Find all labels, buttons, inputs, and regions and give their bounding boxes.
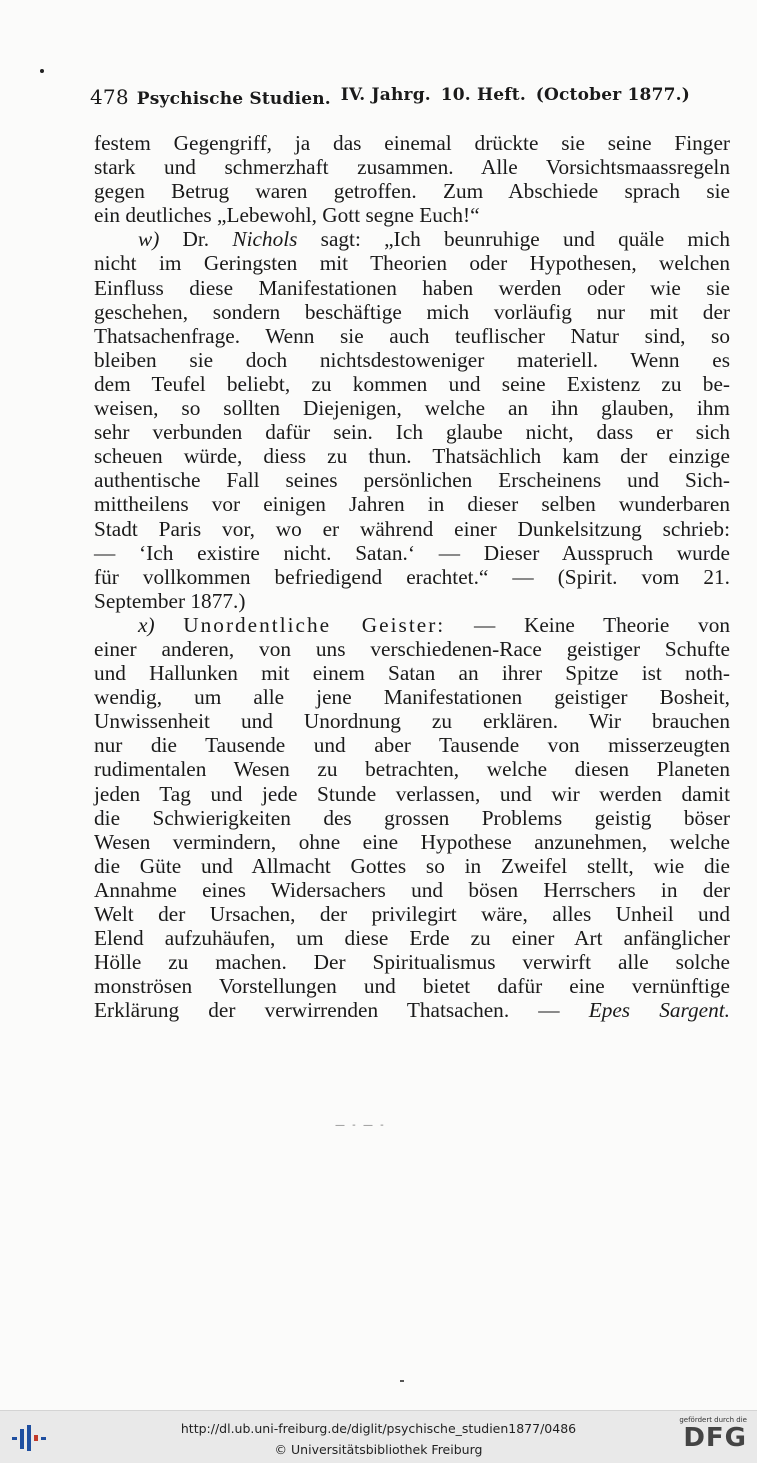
text-line: die Güte und Allmacht Gottes so in Zweifel stellt, wie die: [94, 853, 730, 878]
section-x-last-text: Erklärung der verwirrenden Thatsachen. —: [94, 998, 560, 1023]
permalink-url[interactable]: http://dl.ub.uni-freiburg.de/diglit/psychische_studien1877/0486: [180, 1421, 577, 1436]
section-x-last-line: [94, 998, 730, 1022]
text-line: Wesen vermindern, ohne eine Hypothese anzunehmen, welche: [94, 829, 730, 854]
dfg-logo: [667, 1416, 747, 1452]
section-x-marker: x): [138, 612, 155, 637]
dfg-caption: gefördert durch die: [679, 1416, 747, 1424]
text-line: Thatsachenfrage. Wenn sie auch teuflischer Natur sind, so: [94, 323, 730, 348]
text-line: bleiben sie doch nichtsdestoweniger materiell. Wenn es: [94, 347, 730, 372]
text-line: ein deutliches „Lebewohl, Gott segne Euch!“: [94, 203, 480, 228]
section-separator: — - — -: [335, 1120, 386, 1131]
text-line: jeden Tag und jede Stunde verlassen, und wir werden damit: [94, 781, 730, 806]
volume: IV. Jahrg.: [340, 85, 431, 105]
section-x-first-line: [94, 613, 730, 637]
text-line: stark und schmerzhaft zusammen. Alle Vorsichtsmaassregeln: [94, 155, 730, 180]
journal-title: Psychische Studien.: [136, 89, 331, 109]
section-x-heading: Unordentliche Geister:: [183, 612, 446, 637]
text-line: Welt der Ursachen, der privilegirt wäre, alles Unheil und: [94, 902, 730, 926]
text-line: mittheilens vor einigen Jahren in dieser selben wunderbaren: [94, 492, 730, 517]
page-number: 478: [90, 85, 129, 109]
text-line: die Schwierigkeiten des grossen Problems geistig böser: [94, 805, 730, 830]
issue: 10. Heft.: [440, 85, 526, 105]
dfg-logo-text: DFG: [683, 1423, 747, 1453]
text-line: — ‘Ich existire nicht. Satan.‘ — Dieser Ausspruch wurde: [94, 540, 730, 565]
text-line: nur die Tausende und aber Tausende von misserzeugten: [94, 733, 730, 758]
section-x-first-text: — Keine Theorie von: [473, 612, 730, 637]
section-w-first-text: sagt: „Ich beunruhige und quäle mich: [320, 227, 731, 252]
section-w-first-line: [94, 227, 730, 251]
scan-speck: [40, 69, 44, 73]
text-line: Hölle zu machen. Der Spiritualismus verwirft alle solche: [94, 950, 730, 975]
text-line: festem Gegengriff, ja das einemal drückte sie seine Finger: [94, 131, 730, 155]
text-line: Einfluss diese Manifestationen haben werden oder wie sie: [94, 275, 730, 300]
text-line: wendig, um alle jene Manifestationen geistiger Bosheit,: [94, 685, 730, 710]
scan-speck: [400, 1380, 404, 1382]
text-line: Unwissenheit und Unordnung zu erklären. Wir brauchen: [94, 709, 730, 734]
text-line: authentische Fall seines persönlichen Erscheinens und Sich-: [94, 468, 730, 493]
text-line: und Hallunken mit einem Satan an ihrer Spitze ist noth-: [94, 661, 730, 686]
running-head: [90, 85, 690, 109]
text-line: September 1877.): [94, 588, 246, 613]
issue-date: (October 1877.): [535, 85, 690, 105]
text-line: weisen, so sollten Diejenigen, welche an ihn glauben, ihm: [94, 396, 730, 421]
body-text: [94, 131, 730, 1022]
text-line: rudimentalen Wesen zu betrachten, welche diesen Planeten: [94, 757, 730, 782]
text-line: Stadt Paris vor, wo er während einer Dunkelsitzung schrieb:: [94, 516, 730, 541]
text-line: für vollkommen befriedigend erachtet.“ — (Spirit. vom 21.: [94, 564, 730, 589]
signature: Epes Sargent.: [588, 998, 730, 1023]
text-line: gegen Betrug waren getroffen. Zum Abschiede sprach sie: [94, 179, 730, 204]
section-w-name: Nichols: [232, 227, 298, 252]
text-line: scheuen würde, diess zu thun. Thatsächlich kam der einzige: [94, 444, 730, 469]
text-line: Annahme eines Widersachers und bösen Herrschers in der: [94, 877, 730, 902]
section-w-title: Dr.: [182, 227, 210, 252]
text-line: dem Teufel beliebt, zu kommen und seine Existenz zu be-: [94, 371, 730, 396]
viewer-footer: [0, 1410, 757, 1463]
text-line: geschehen, sondern beschäftige mich vorläufig nur mit der: [94, 299, 730, 324]
section-w-marker: w): [138, 227, 160, 252]
text-line: Elend aufzuhäufen, um diese Erde zu einer Art anfänglicher: [94, 926, 730, 951]
text-line: monströsen Vorstellungen und bietet dafür eine vernünftige: [94, 974, 730, 999]
text-line: einer anderen, von uns verschiedenen-Race geistiger Schufte: [94, 636, 730, 661]
text-line: nicht im Geringsten mit Theorien oder Hypothesen, welchen: [94, 251, 730, 276]
text-line: sehr verbunden dafür sein. Ich glaube nicht, dass er sich: [94, 420, 730, 445]
copyright-notice: © Universitätsbibliothek Freiburg: [274, 1442, 483, 1457]
